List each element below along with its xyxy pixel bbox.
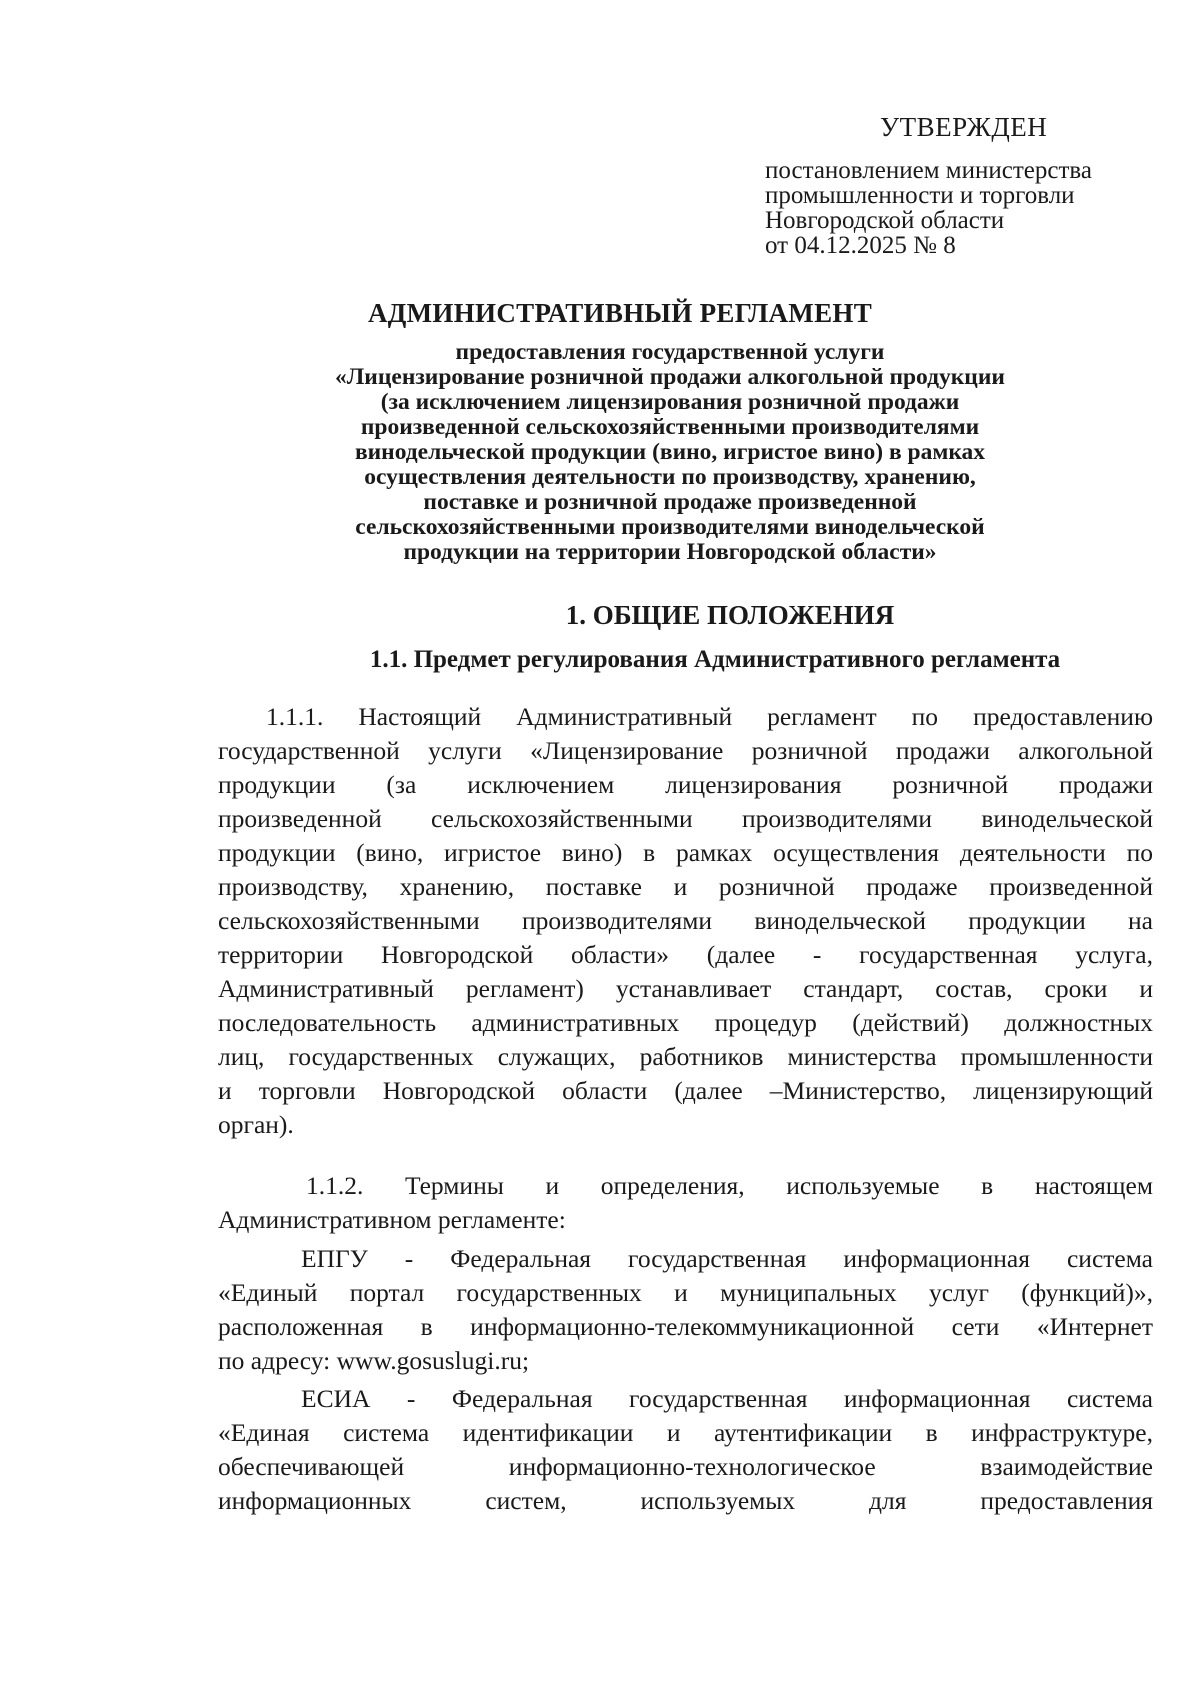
text-line: сельскохозяйственными производителями винодельческой продукции на — [218, 906, 1153, 935]
text-line: Административном регламенте: — [218, 1205, 566, 1234]
subtitle-line: сельскохозяйственными производителями винодельческой — [355, 514, 985, 540]
text-line: продукции (вино, игристое вино) в рамках осуществления деятельности по — [218, 838, 1153, 867]
text-line: информационных систем, используемых для предоставления — [218, 1486, 1153, 1515]
subtitle-line: «Лицензирование розничной продажи алкогольной продукции — [335, 364, 1005, 390]
approval-heading: УТВЕРЖДЕН — [880, 112, 1048, 142]
subtitle-line: предоставления государственной услуги — [455, 339, 885, 365]
paragraph-1-1-2 — [218, 1169, 1153, 1237]
text-line: 1.1.2. Термины и определения, используемые в настоящем — [306, 1171, 1153, 1200]
approval-line: промышленности и торговли — [765, 182, 1075, 209]
text-line: обеспечивающей информационно-технологическое взаимодействие — [218, 1452, 1153, 1481]
text-line: и торговли Новгородской области (далее –Министерство, лицензирующий — [218, 1076, 1153, 1105]
subtitle-line: произведенной сельскохозяйственными производителями — [360, 414, 980, 440]
subtitle-line: осуществления деятельности по производству, хранению, — [364, 464, 976, 490]
text-line: продукции (за исключением лицензирования розничной продажи — [218, 770, 1153, 799]
text-line: Административный регламент) устанавливает стандарт, состав, сроки и — [218, 974, 1153, 1003]
approval-line: от 04.12.2025 № 8 — [765, 232, 956, 259]
text-line: расположенная в информационно-телекоммуникационной сети «Интернет — [218, 1312, 1153, 1341]
text-line: последовательность административных процедур (действий) должностных — [218, 1008, 1153, 1037]
paragraph-1-1-1 — [218, 700, 1153, 1142]
document-title: АДМИНИСТРАТИВНЫЙ РЕГЛАМЕНТ — [367, 298, 873, 328]
text-line: по адресу: www.gosuslugi.ru; — [218, 1346, 530, 1375]
subtitle-line: продукции на территории Новгородской области» — [403, 539, 937, 565]
text-line: территории Новгородской области» (далее - государственная услуга, — [218, 940, 1153, 969]
subtitle-line: винодельческой продукции (вино, игристое вино) в рамках — [354, 439, 986, 465]
paragraph-esia — [218, 1382, 1153, 1518]
text-line: «Единый портал государственных и муниципальных услуг (функций)», — [218, 1278, 1153, 1307]
subtitle-line: (за исключением лицензирования розничной продажи — [380, 389, 960, 415]
text-line: орган). — [218, 1110, 294, 1139]
text-line: ЕСИА - Федеральная государственная информационная система — [301, 1384, 1153, 1413]
text-line: произведенной сельскохозяйственными производителями винодельческой — [218, 804, 1153, 833]
text-line: производству, хранению, поставке и розничной продаже произведенной — [218, 872, 1153, 901]
approval-line: Новгородской области — [765, 207, 1005, 234]
text-line: 1.1.1. Настоящий Административный регламент по предоставлению — [266, 702, 1153, 731]
text-line: «Единая система идентификации и аутентификации в инфраструктуре, — [218, 1418, 1153, 1447]
text-line: ЕПГУ - Федеральная государственная информационная система — [301, 1244, 1153, 1273]
subtitle-line: поставке и розничной продаже произведенной — [423, 489, 917, 515]
section-title: 1. ОБЩИЕ ПОЛОЖЕНИЯ — [565, 600, 895, 630]
document-subtitle — [250, 340, 1090, 565]
subsection-title: 1.1. Предмет регулирования Административного регламента — [369, 646, 1061, 673]
approval-line: постановлением министерства — [765, 157, 1092, 184]
text-line: государственной услуги «Лицензирование розничной продажи алкогольной — [218, 736, 1153, 765]
text-line: лиц, государственных служащих, работников министерства промышленности — [218, 1042, 1153, 1071]
approval-block — [765, 158, 1165, 258]
paragraph-epgu — [218, 1242, 1153, 1378]
